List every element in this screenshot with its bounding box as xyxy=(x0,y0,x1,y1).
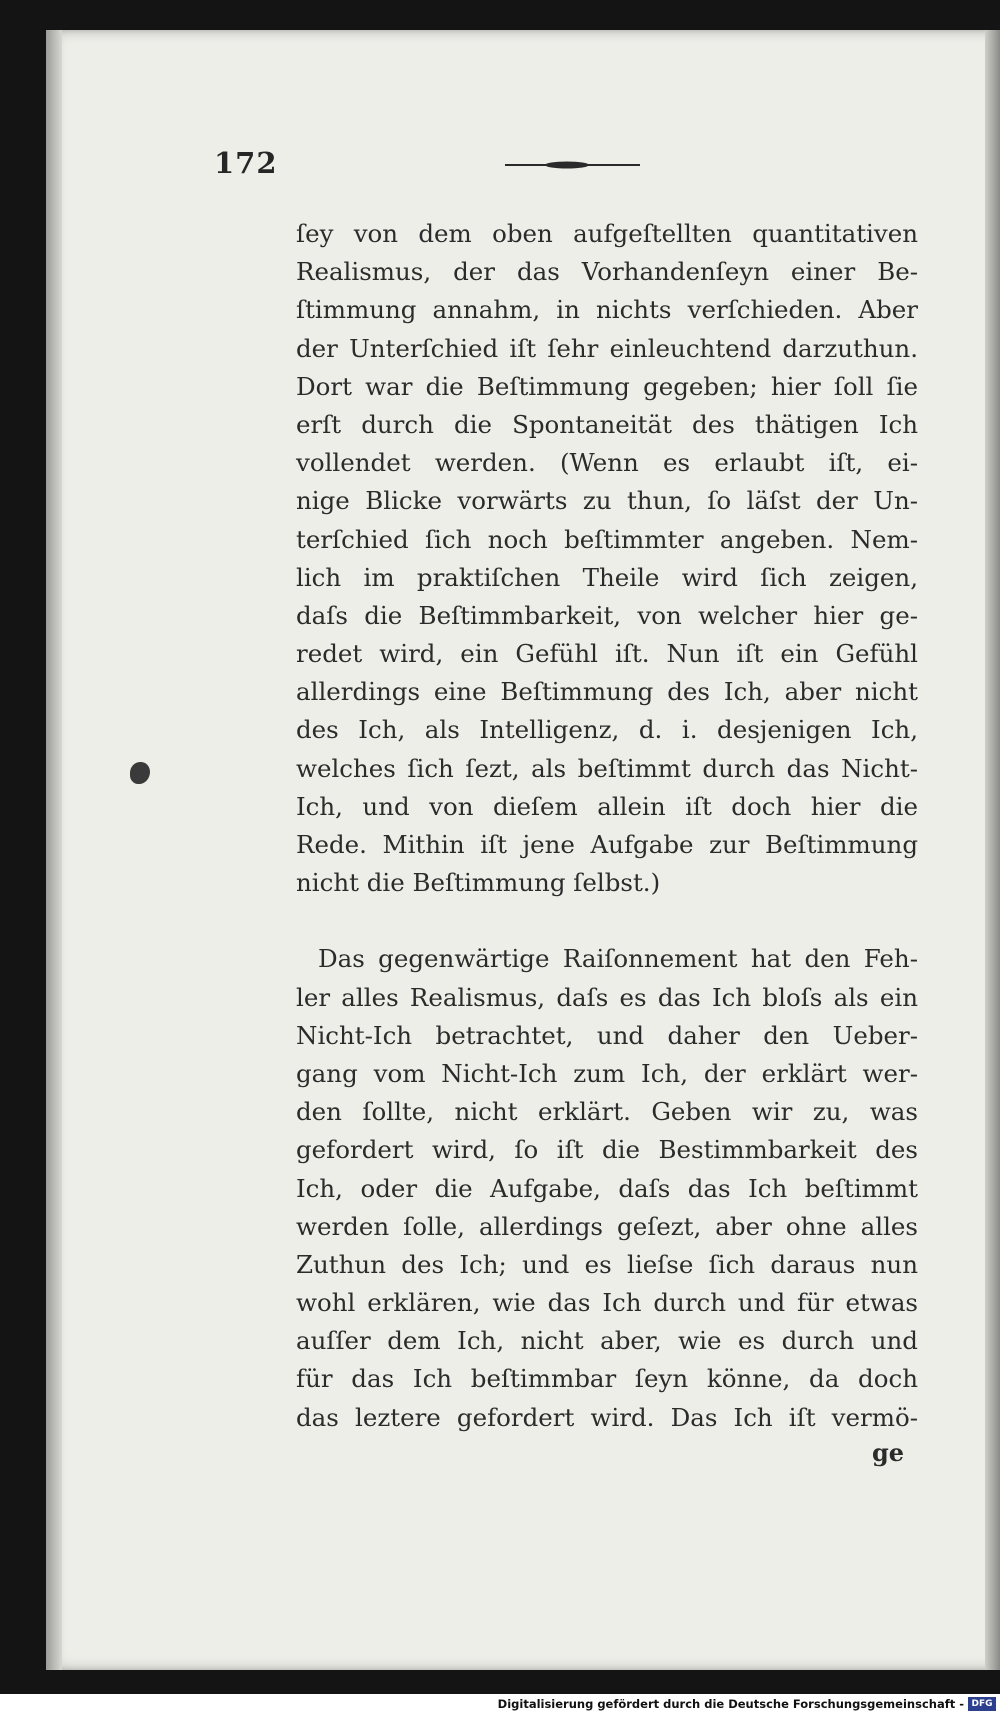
page-gutter-shadow xyxy=(46,30,62,1670)
text-line: wohl erklären, wie das Ich durch und für etwas xyxy=(296,1288,918,1318)
text-line: des Ich, als Intelligenz, d. i. desjenigen Ich, xyxy=(296,715,918,745)
text-line: gang vom Nicht-Ich zum Ich, der erklärt wer- xyxy=(296,1058,918,1088)
page-number: 172 xyxy=(214,146,278,180)
text-line: der Unterſchied iſt ſehr einleuchtend darzuthun. xyxy=(296,333,918,363)
text-line: redet wird, ein Gefühl iſt. Nun iſt ein Gefühl xyxy=(296,639,918,669)
page-right-edge xyxy=(985,30,1000,1670)
text-line: lich im praktiſchen Theile wird ſich zeigen, xyxy=(296,562,918,592)
text-line: Dort war die Beſtimmung gegeben; hier ſoll ſie xyxy=(296,371,918,401)
dfg-logo-icon: DFG xyxy=(968,1697,996,1711)
text-line: erſt durch die Spontaneität des thätigen Ich xyxy=(296,409,918,439)
text-line: auſſer dem Ich, nicht aber, wie es durch und xyxy=(296,1326,918,1356)
text-line: Das gegenwärtige Raiſonnement hat den Feh- xyxy=(318,944,918,974)
text-line: ſey von dem oben aufgeſtellten quantitativen xyxy=(296,219,918,248)
text-line: Ich, und von dieſem allein iſt doch hier die xyxy=(296,791,918,821)
text-line: ler alles Realismus, daſs es das Ich bloſs als ein xyxy=(296,982,918,1012)
text-line: terſchied ſich noch beſtimmter angeben. Nem- xyxy=(296,524,918,554)
paragraph-2 xyxy=(296,940,918,1436)
catchword: ge xyxy=(872,1438,905,1467)
text-line: nige Blicke vorwärts zu thun, ſo läſst der Un- xyxy=(296,486,918,516)
text-line: ſtimmung annahm, in nichts verſchieden. Aber xyxy=(296,295,918,325)
text-line: werden ſolle, allerdings geſezt, aber ohne alles xyxy=(296,1211,918,1241)
header-rule-ornament xyxy=(505,160,640,170)
paragraph-gap xyxy=(296,902,918,940)
funding-credit: Digitalisierung gefördert durch die Deutsche Forschungsgemeinschaft - xyxy=(497,1697,964,1711)
text-line: gefordert wird, ſo iſt die Bestimmbarkeit des xyxy=(296,1135,918,1165)
text-line: nicht die Beſtimmung ſelbst.) xyxy=(296,868,661,898)
text-line: allerdings eine Beſtimmung des Ich, aber nicht xyxy=(296,677,918,707)
paragraph-1 xyxy=(296,215,918,902)
text-line: für das Ich beſtimmbar ſeyn könne, da doch xyxy=(296,1364,918,1394)
text-line: Nicht-Ich betrachtet, und daher den Ueber- xyxy=(296,1020,918,1050)
text-line: Rede. Mithin iſt jene Aufgabe zur Beſtimmung xyxy=(296,830,918,859)
text-line: das leztere gefordert wird. Das Ich iſt vermö- xyxy=(296,1402,918,1432)
text-line: daſs die Beſtimmbarkeit, von welcher hier ge- xyxy=(296,600,918,630)
text-line: vollendet werden. (Wenn es erlaubt iſt, ei- xyxy=(296,448,918,478)
text-line: den ſollte, nicht erklärt. Geben wir zu, was xyxy=(296,1097,918,1127)
text-line: Realismus, der das Vorhandenſeyn einer Be- xyxy=(296,257,918,287)
text-line: welches ſich ſezt, als beſtimmt durch das Nicht- xyxy=(296,753,918,783)
text-line: Zuthun des Ich; und es lieſse ſich daraus nun xyxy=(296,1249,918,1279)
text-line: Ich, oder die Aufgabe, daſs das Ich beſtimmt xyxy=(296,1173,918,1203)
body-text xyxy=(296,215,918,1437)
